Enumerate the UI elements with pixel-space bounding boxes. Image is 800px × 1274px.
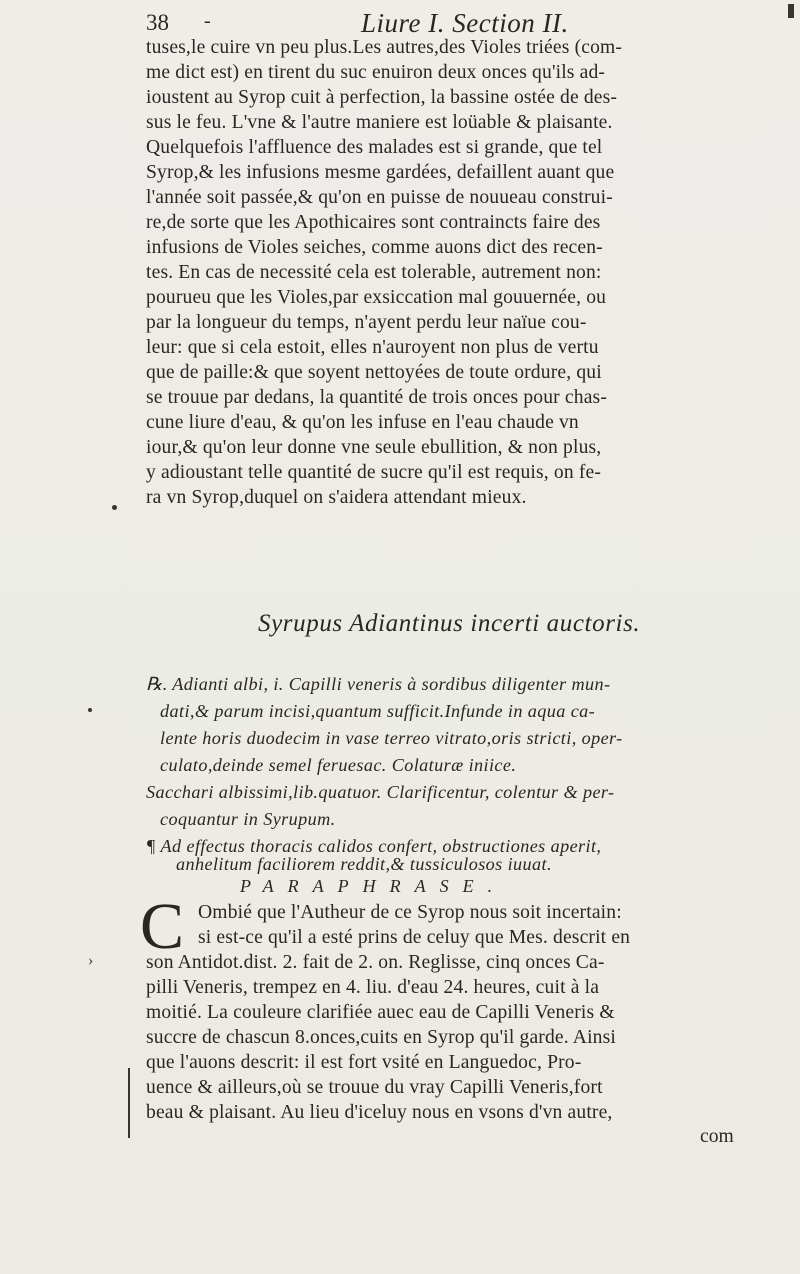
recipe-line: anhelitum faciliorem reddit,& tussiculosos iuuat.: [176, 854, 552, 874]
text-line: me dict est) en tirent du suc enuiron deux onces qu'ils ad-: [146, 62, 606, 83]
recipe-line: culato,deinde semel feruesac. Colaturæ iniice.: [160, 755, 517, 775]
header-dash: -: [204, 10, 211, 32]
text-line: sus le feu. L'vne & l'autre maniere est loüable & plaisante.: [146, 112, 613, 133]
page-edge-mark: [788, 4, 794, 18]
text-line: uence & ailleurs,où se trouue du vray Capilli Veneris,fort: [146, 1077, 603, 1098]
text-line: succre de chascun 8.onces,cuits en Syrop qu'il garde. Ainsi: [146, 1027, 616, 1048]
margin-arrow-icon: ›: [88, 952, 94, 969]
page-header: [146, 8, 766, 38]
recipe-line: coquantur in Syrupum.: [160, 809, 336, 829]
text-line: que de paille:& que soyent nettoyées de toute ordure, qui: [146, 362, 602, 383]
section-title: Syrupus Adiantinus incerti auctoris.: [258, 610, 641, 637]
recipe-line: ℞. Adianti albi, i. Capilli veneris à sordibus diligenter mun-: [146, 674, 611, 694]
text-line: cune liure d'eau, & qu'on les infuse en l'eau chaude vn: [146, 412, 579, 433]
catchword: com: [700, 1126, 734, 1147]
margin-bracket: [128, 1068, 130, 1138]
text-line: ioustent au Syrop cuit à perfection, la bassine ostée de des-: [146, 87, 618, 108]
recipe-line: ¶ Ad effectus thoracis calidos confert, obstructiones aperit,: [146, 836, 602, 856]
text-line: se trouue par dedans, la quantité de trois onces pour chas-: [146, 387, 607, 408]
text-line: tes. En cas de necessité cela est tolerable, autrement non:: [146, 262, 602, 283]
paraphrase-heading: PARAPHRASE.: [240, 876, 507, 896]
text-line: moitié. La couleure clarifiée auec eau de Capilli Veneris &: [146, 1002, 615, 1023]
text-line: ra vn Syrop,duquel on s'aidera attendant mieux.: [146, 487, 527, 508]
text-line: son Antidot.dist. 2. fait de 2. on. Reglisse, cinq onces Ca-: [146, 952, 605, 973]
text-line: l'année soit passée,& qu'on en puisse de nouueau construi-: [146, 187, 613, 208]
ink-speck: [88, 708, 92, 712]
text-line: leur: que si cela estoit, elles n'auroyent non plus de vertu: [146, 337, 599, 358]
text-line: beau & plaisant. Au lieu d'iceluy nous en vsons d'vn autre,: [146, 1102, 613, 1123]
recipe-line: Sacchari albissimi,lib.quatuor. Clarificentur, colentur & per-: [146, 782, 615, 802]
recipe-line: lente horis duodecim in vase terreo vitrato,oris stricti, oper-: [160, 728, 623, 748]
text-line: pourueu que les Violes,par exsiccation mal gouuernée, ou: [146, 287, 607, 308]
text-line: Ombié que l'Autheur de ce Syrop nous soit incertain:: [198, 902, 622, 923]
text-line: tuses,le cuire vn peu plus.Les autres,des Violes triées (com-: [146, 37, 623, 58]
text-line: re,de sorte que les Apothicaires sont contraincts faire des: [146, 212, 601, 233]
running-head: Liure I. Section II.: [361, 8, 569, 38]
page-number: 38: [146, 10, 169, 35]
recipe-line: dati,& parum incisi,quantum sufficit.Infunde in aqua ca-: [160, 701, 596, 721]
text-line: si est-ce qu'il a esté prins de celuy que Mes. descrit en: [198, 927, 631, 948]
ink-speck: [112, 505, 117, 510]
text-line: que l'auons descrit: il est fort vsité en Languedoc, Pro-: [146, 1052, 582, 1073]
text-line: Syrop,& les infusions mesme gardées, defaillent auant que: [146, 162, 615, 183]
text-line: iour,& qu'on leur donne vne seule ebullition, & non plus,: [146, 437, 602, 458]
text-line: Quelquefois l'affluence des malades est si grande, que tel: [146, 137, 603, 158]
text-line: infusions de Violes seiches, comme auons dict des recen-: [146, 237, 603, 258]
text-line: y adioustant telle quantité de sucre qu'il est requis, on fe-: [146, 462, 602, 483]
text-line: par la longueur du temps, n'ayent perdu leur naïue cou-: [146, 312, 587, 333]
drop-cap: C: [140, 890, 185, 963]
text-line: pilli Veneris, trempez en 4. liu. d'eau 24. heures, cuit à la: [146, 977, 600, 998]
